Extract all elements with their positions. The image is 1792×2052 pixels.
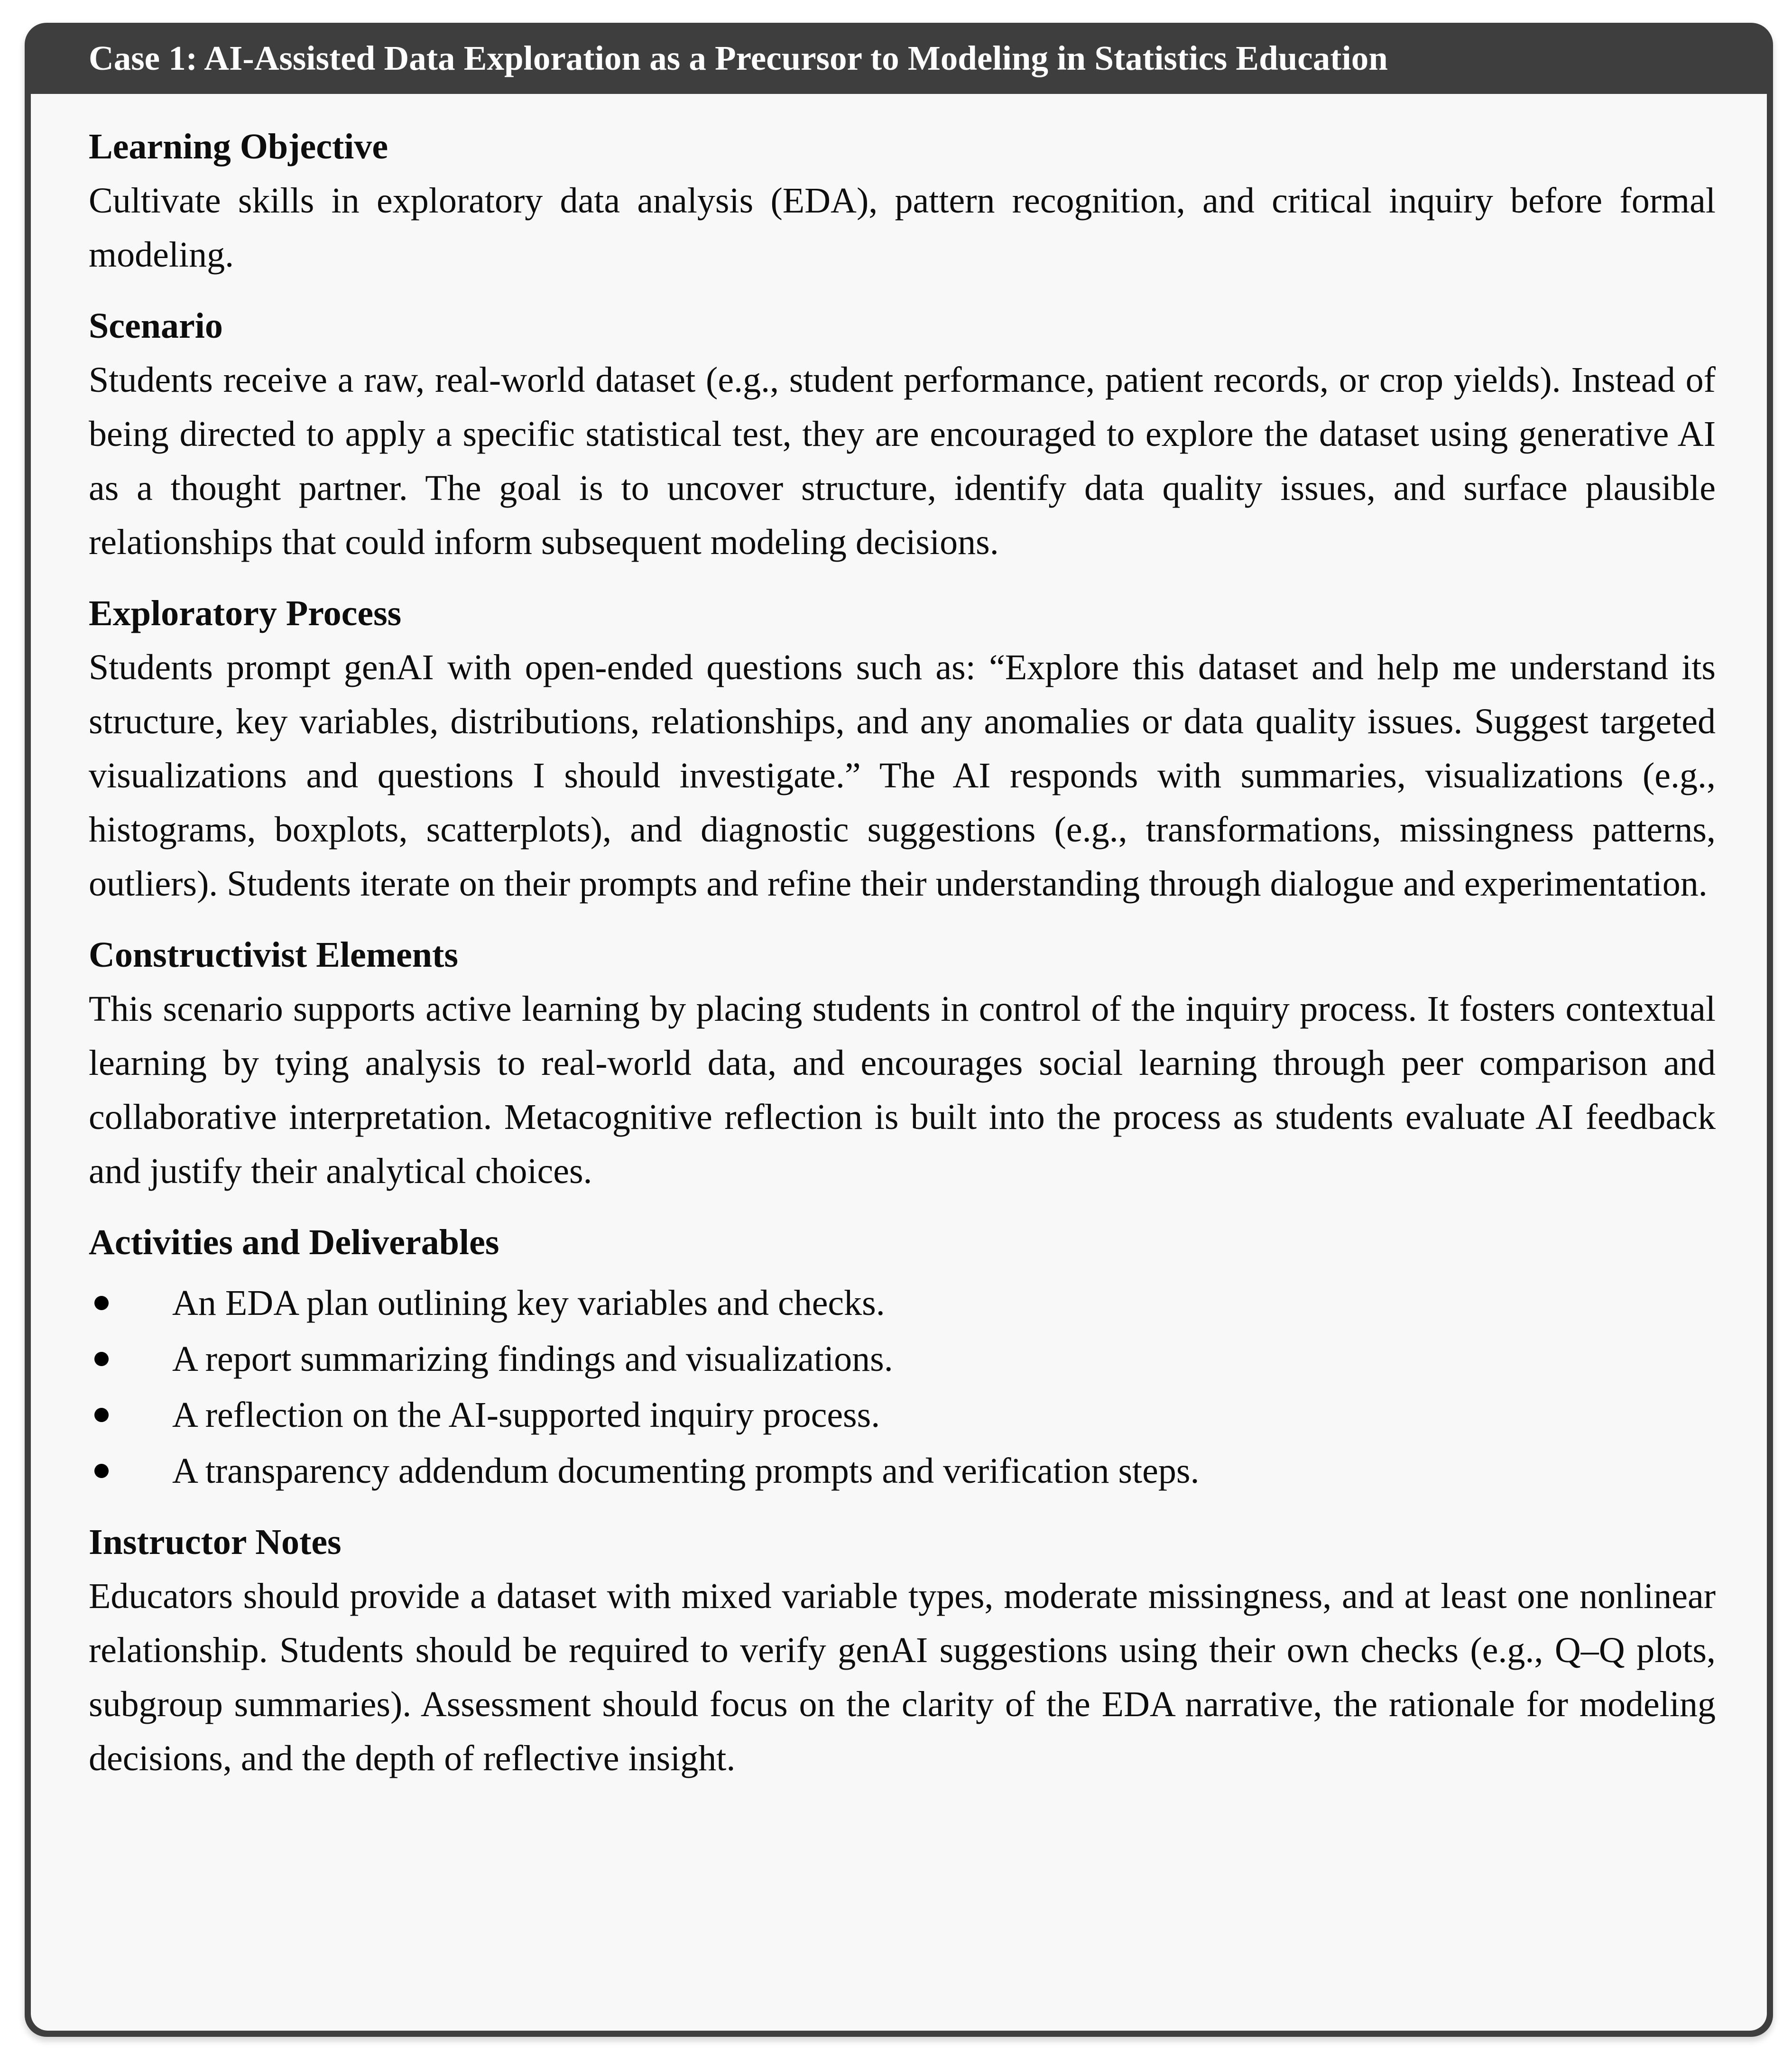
section-learning-objective — [89, 120, 1716, 282]
section-scenario — [89, 299, 1716, 569]
bullet-item — [89, 1276, 1716, 1330]
section-activities-deliverables — [89, 1215, 1716, 1498]
section-paragraph: This scenario supports active learning by placing students in control of the inquiry process. It fosters contextual learning by tying analysis to real-world data, and encourages social learning through peer comparison and collaborative interpretation. Metacognitive reflection is built into the process as students evaluate AI feedback and justify their analytical choices. — [89, 989, 1716, 1191]
bullet-item-text: An EDA plan outlining key variables and checks. — [172, 1283, 885, 1323]
case-body — [31, 94, 1767, 2031]
bullet-item — [89, 1388, 1716, 1442]
bullet-dot-icon — [94, 1408, 109, 1422]
bullet-item-text: A reflection on the AI-supported inquiry process. — [172, 1395, 880, 1435]
section-heading: Exploratory Process — [89, 593, 402, 633]
section-paragraph: Students receive a raw, real-world dataset (e.g., student performance, patient records, or crop yields). Instead of being directed to apply a specific statistical test, they are encouraged to explore the dataset using generative AI as a thought partner. The goal is to uncover structure, identify data quality issues, and surface plausible relationships that could inform subsequent modeling decisions. — [89, 360, 1716, 562]
case-title: Case 1: AI-Assisted Data Exploration as a Precursor to Modeling in Statistics Education — [89, 39, 1388, 77]
section-heading: Activities and Deliverables — [89, 1222, 499, 1262]
bullet-dot-icon — [94, 1464, 109, 1478]
section-heading: Scenario — [89, 306, 223, 346]
section-heading: Instructor Notes — [89, 1522, 342, 1562]
section-constructivist-elements — [89, 928, 1716, 1198]
bullet-item — [89, 1444, 1716, 1498]
bullet-item-text: A transparency addendum documenting prompts and verification steps. — [172, 1451, 1200, 1491]
section-heading: Learning Objective — [89, 127, 388, 166]
bullet-dot-icon — [94, 1296, 109, 1310]
section-exploratory-process — [89, 586, 1716, 911]
case-study-box — [25, 23, 1773, 2037]
section-instructor-notes — [89, 1515, 1716, 1785]
bullet-dot-icon — [94, 1352, 109, 1366]
section-paragraph: Educators should provide a dataset with mixed variable types, moderate missingness, and at least one nonlinear relationship. Students should be required to verify genAI suggestions using their own checks (e.g., Q–Q plots, subgroup summaries). Assessment should focus on the clarity of the EDA narrative, the rationale for modeling decisions, and the depth of reflective insight. — [89, 1576, 1716, 1778]
bullet-item — [89, 1332, 1716, 1386]
section-paragraph: Cultivate skills in exploratory data analysis (EDA), pattern recognition, and critical inquiry before formal modeling. — [89, 181, 1716, 275]
section-paragraph: Students prompt genAI with open-ended questions such as: “Explore this dataset and help me understand its structure, key variables, distributions, relationships, and any anomalies or data quality issues. Suggest targeted visualizations and questions I should investigate.” The AI responds with summaries, visualizations (e.g., histograms, boxplots, scatterplots), and diagnostic suggestions (e.g., transformations, missingness patterns, outliers). Students iterate on their prompts and refine their understanding through dialogue and experimentation. — [89, 647, 1716, 904]
bullet-item-text: A report summarizing findings and visualizations. — [172, 1339, 893, 1379]
bullet-list — [89, 1276, 1716, 1498]
section-heading: Constructivist Elements — [89, 935, 458, 975]
